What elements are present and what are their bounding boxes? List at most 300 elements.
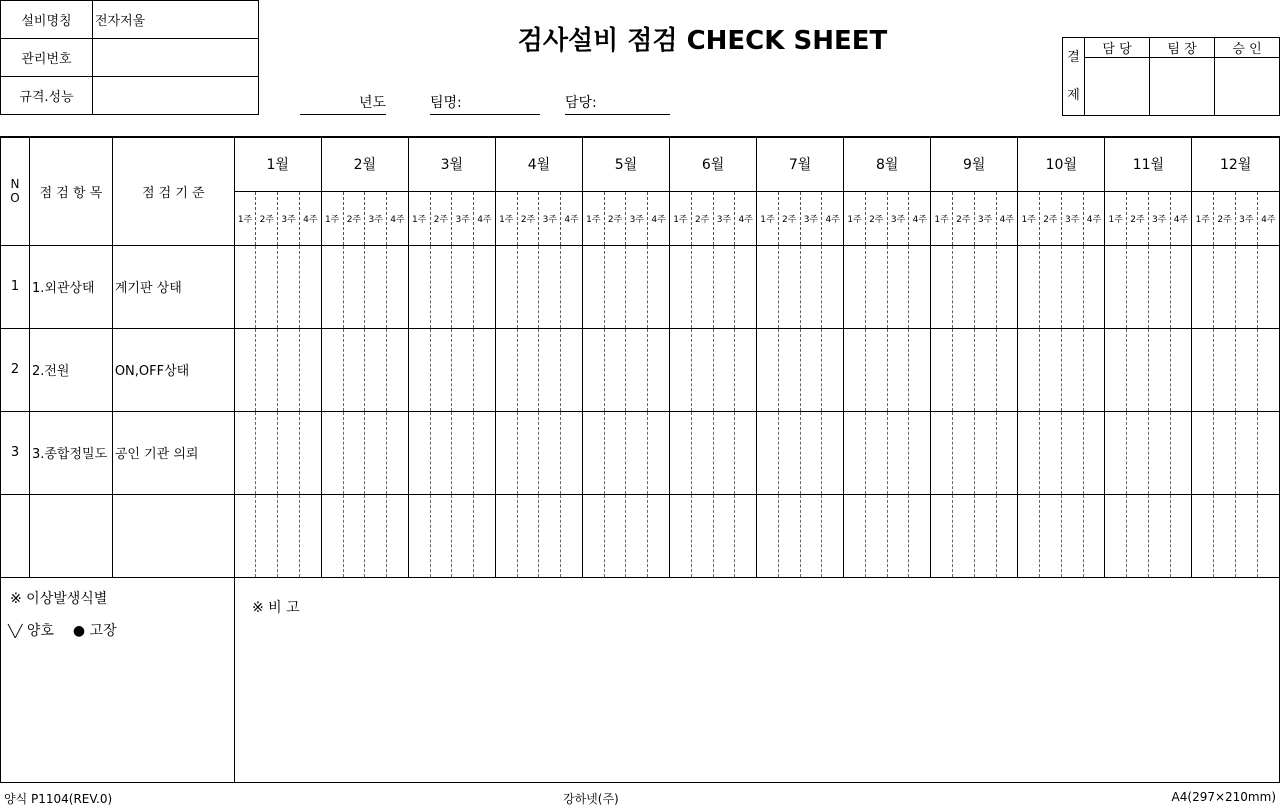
check-cell[interactable] bbox=[1083, 411, 1105, 494]
legend-remarks-row bbox=[1, 577, 1280, 782]
check-cell[interactable] bbox=[822, 328, 844, 411]
check-cell[interactable] bbox=[626, 245, 648, 328]
check-cell[interactable] bbox=[952, 411, 974, 494]
check-cell[interactable] bbox=[931, 411, 953, 494]
check-cell[interactable] bbox=[735, 328, 757, 411]
week-header: 3주 bbox=[1148, 191, 1170, 245]
check-cell[interactable] bbox=[735, 494, 757, 577]
year-field[interactable] bbox=[300, 92, 386, 115]
week-header: 3주 bbox=[974, 191, 996, 245]
week-header: 4주 bbox=[735, 191, 757, 245]
check-cell[interactable] bbox=[495, 245, 517, 328]
check-cell[interactable] bbox=[931, 328, 953, 411]
equipment-name-value[interactable]: 전자저울 bbox=[93, 1, 259, 39]
check-cell[interactable] bbox=[408, 328, 430, 411]
check-cell[interactable] bbox=[974, 328, 996, 411]
check-cell[interactable] bbox=[1235, 328, 1257, 411]
approval-side-top: 결 bbox=[1067, 49, 1080, 65]
check-cell[interactable] bbox=[822, 411, 844, 494]
row-item bbox=[29, 494, 112, 577]
check-cell[interactable] bbox=[800, 328, 822, 411]
check-cell[interactable] bbox=[757, 494, 779, 577]
management-no-label: 관리번호 bbox=[1, 39, 93, 77]
check-cell[interactable] bbox=[1105, 245, 1127, 328]
check-cell[interactable] bbox=[278, 328, 300, 411]
check-cell[interactable] bbox=[408, 411, 430, 494]
check-cell[interactable] bbox=[1061, 245, 1083, 328]
header-item: 점 검 항 목 bbox=[29, 137, 112, 245]
week-header: 4주 bbox=[909, 191, 931, 245]
approval-side bbox=[1063, 38, 1085, 116]
check-cell[interactable] bbox=[387, 411, 409, 494]
check-cell[interactable] bbox=[234, 494, 256, 577]
check-cell[interactable] bbox=[256, 494, 278, 577]
check-cell[interactable] bbox=[365, 411, 387, 494]
week-header: 1주 bbox=[234, 191, 256, 245]
check-cell[interactable] bbox=[1235, 411, 1257, 494]
week-header: 4주 bbox=[300, 191, 322, 245]
row-item: 1.외관상태 bbox=[29, 245, 112, 328]
check-cell[interactable] bbox=[909, 494, 931, 577]
year-label: 년도 bbox=[358, 95, 386, 111]
check-cell[interactable] bbox=[691, 328, 713, 411]
table-row bbox=[1, 494, 1280, 577]
check-cell[interactable] bbox=[582, 411, 604, 494]
check-cell[interactable] bbox=[365, 494, 387, 577]
check-cell[interactable] bbox=[234, 245, 256, 328]
check-cell[interactable] bbox=[909, 245, 931, 328]
row-criteria: ON,OFF상태 bbox=[112, 328, 234, 411]
check-cell[interactable] bbox=[1257, 411, 1279, 494]
week-header: 1주 bbox=[757, 191, 779, 245]
check-cell[interactable] bbox=[1127, 494, 1149, 577]
week-header: 2주 bbox=[778, 191, 800, 245]
week-header: 2주 bbox=[256, 191, 278, 245]
check-cell[interactable] bbox=[452, 411, 474, 494]
check-cell[interactable] bbox=[822, 245, 844, 328]
check-cell[interactable] bbox=[909, 328, 931, 411]
check-cell[interactable] bbox=[844, 328, 866, 411]
check-cell[interactable] bbox=[800, 411, 822, 494]
week-header: 2주 bbox=[517, 191, 539, 245]
check-cell[interactable] bbox=[735, 411, 757, 494]
check-cell[interactable] bbox=[887, 245, 909, 328]
check-cell[interactable] bbox=[996, 328, 1018, 411]
week-header: 4주 bbox=[1257, 191, 1279, 245]
check-cell[interactable] bbox=[430, 494, 452, 577]
row-item: 3.종합정밀도 bbox=[29, 411, 112, 494]
check-cell[interactable] bbox=[1192, 494, 1214, 577]
check-cell[interactable] bbox=[430, 328, 452, 411]
week-header: 3주 bbox=[887, 191, 909, 245]
week-header: 3주 bbox=[1235, 191, 1257, 245]
check-cell[interactable] bbox=[1148, 411, 1170, 494]
check-cell[interactable] bbox=[778, 245, 800, 328]
check-cell[interactable] bbox=[757, 411, 779, 494]
check-cell[interactable] bbox=[430, 245, 452, 328]
check-cell[interactable] bbox=[1018, 328, 1040, 411]
check-cell[interactable] bbox=[1257, 494, 1279, 577]
check-cell[interactable] bbox=[648, 328, 670, 411]
check-cell[interactable] bbox=[1061, 328, 1083, 411]
week-header: 3주 bbox=[539, 191, 561, 245]
week-header: 1주 bbox=[844, 191, 866, 245]
check-cell[interactable] bbox=[1214, 328, 1236, 411]
week-header: 4주 bbox=[648, 191, 670, 245]
check-cell[interactable] bbox=[691, 245, 713, 328]
check-cell[interactable] bbox=[1170, 245, 1192, 328]
check-cell[interactable] bbox=[648, 411, 670, 494]
check-cell[interactable] bbox=[539, 328, 561, 411]
check-cell[interactable] bbox=[974, 245, 996, 328]
row-criteria bbox=[112, 494, 234, 577]
check-cell[interactable] bbox=[321, 328, 343, 411]
check-cell[interactable] bbox=[865, 328, 887, 411]
check-cell[interactable] bbox=[495, 411, 517, 494]
check-cell[interactable] bbox=[408, 245, 430, 328]
week-header: 1주 bbox=[582, 191, 604, 245]
check-cell[interactable] bbox=[604, 494, 626, 577]
week-header: 1주 bbox=[495, 191, 517, 245]
check-cell[interactable] bbox=[952, 494, 974, 577]
check-cell[interactable] bbox=[278, 494, 300, 577]
check-cell[interactable] bbox=[713, 245, 735, 328]
check-cell[interactable] bbox=[713, 494, 735, 577]
check-cell[interactable] bbox=[539, 411, 561, 494]
check-cell[interactable] bbox=[1170, 411, 1192, 494]
header-no: N O bbox=[1, 137, 30, 245]
check-cell[interactable] bbox=[343, 411, 365, 494]
row-no: 3 bbox=[1, 411, 30, 494]
check-cell[interactable] bbox=[452, 328, 474, 411]
check-cell[interactable] bbox=[604, 245, 626, 328]
check-grid bbox=[0, 136, 1280, 783]
month-header: 4월 bbox=[495, 137, 582, 191]
month-header: 7월 bbox=[757, 137, 844, 191]
check-cell[interactable] bbox=[1018, 494, 1040, 577]
check-cell[interactable] bbox=[561, 494, 583, 577]
check-cell[interactable] bbox=[691, 494, 713, 577]
month-header: 9월 bbox=[931, 137, 1018, 191]
check-cell[interactable] bbox=[278, 411, 300, 494]
week-header: 3주 bbox=[278, 191, 300, 245]
check-cell[interactable] bbox=[778, 411, 800, 494]
check-cell[interactable] bbox=[561, 245, 583, 328]
check-cell[interactable] bbox=[1257, 328, 1279, 411]
check-cell[interactable] bbox=[670, 245, 692, 328]
check-cell[interactable] bbox=[1235, 494, 1257, 577]
week-header: 3주 bbox=[1061, 191, 1083, 245]
check-cell[interactable] bbox=[844, 245, 866, 328]
check-cell[interactable] bbox=[1105, 494, 1127, 577]
spec-label: 규격.성능 bbox=[1, 77, 93, 115]
check-cell[interactable] bbox=[1214, 245, 1236, 328]
month-header: 8월 bbox=[844, 137, 931, 191]
check-cell[interactable] bbox=[909, 411, 931, 494]
check-cell[interactable] bbox=[931, 494, 953, 577]
check-cell[interactable] bbox=[1040, 411, 1062, 494]
check-cell[interactable] bbox=[300, 328, 322, 411]
check-cell[interactable] bbox=[1214, 411, 1236, 494]
approval-side-bottom: 제 bbox=[1067, 87, 1080, 103]
week-header: 2주 bbox=[952, 191, 974, 245]
remarks-box[interactable] bbox=[234, 577, 1279, 782]
check-cell[interactable] bbox=[887, 328, 909, 411]
person-label: 담당: bbox=[565, 95, 597, 111]
check-cell[interactable] bbox=[408, 494, 430, 577]
check-cell[interactable] bbox=[757, 328, 779, 411]
legend bbox=[8, 620, 117, 640]
spec-value[interactable] bbox=[93, 77, 259, 115]
check-cell[interactable] bbox=[1192, 411, 1214, 494]
check-cell[interactable] bbox=[1018, 245, 1040, 328]
check-cell[interactable] bbox=[844, 494, 866, 577]
check-cell[interactable] bbox=[1148, 494, 1170, 577]
team-label: 팀명: bbox=[430, 95, 462, 111]
check-cell[interactable] bbox=[800, 245, 822, 328]
check-cell[interactable] bbox=[300, 245, 322, 328]
table-row bbox=[1, 328, 1280, 411]
row-no bbox=[1, 494, 30, 577]
week-header: 2주 bbox=[604, 191, 626, 245]
week-header: 4주 bbox=[822, 191, 844, 245]
check-cell[interactable] bbox=[822, 494, 844, 577]
week-header: 2주 bbox=[343, 191, 365, 245]
check-cell[interactable] bbox=[1040, 245, 1062, 328]
check-cell[interactable] bbox=[387, 328, 409, 411]
week-header: 2주 bbox=[430, 191, 452, 245]
week-header: 3주 bbox=[800, 191, 822, 245]
check-cell[interactable] bbox=[952, 245, 974, 328]
approval-col-staff: 담 당 bbox=[1085, 38, 1150, 58]
team-field[interactable] bbox=[430, 92, 540, 115]
check-cell[interactable] bbox=[582, 328, 604, 411]
week-header: 1주 bbox=[1192, 191, 1214, 245]
remarks-label: ※ 비 고 bbox=[252, 600, 300, 616]
check-cell[interactable] bbox=[996, 245, 1018, 328]
check-cell[interactable] bbox=[778, 328, 800, 411]
check-cell[interactable] bbox=[626, 411, 648, 494]
check-cell[interactable] bbox=[1192, 245, 1214, 328]
check-cell[interactable] bbox=[321, 494, 343, 577]
check-cell[interactable] bbox=[626, 494, 648, 577]
check-cell[interactable] bbox=[931, 245, 953, 328]
week-header: 1주 bbox=[321, 191, 343, 245]
check-cell[interactable] bbox=[300, 411, 322, 494]
check-cell[interactable] bbox=[648, 494, 670, 577]
check-cell[interactable] bbox=[517, 411, 539, 494]
footer-form: 양식 P1104(REV.0) bbox=[4, 792, 113, 806]
check-cell[interactable] bbox=[1127, 411, 1149, 494]
check-cell[interactable] bbox=[343, 245, 365, 328]
check-cell[interactable] bbox=[1170, 328, 1192, 411]
month-header: 5월 bbox=[582, 137, 669, 191]
check-cell[interactable] bbox=[495, 328, 517, 411]
check-cell[interactable] bbox=[713, 328, 735, 411]
check-cell[interactable] bbox=[1061, 411, 1083, 494]
check-cell[interactable] bbox=[1148, 245, 1170, 328]
approval-sign-staff[interactable] bbox=[1085, 58, 1150, 116]
check-cell[interactable] bbox=[321, 411, 343, 494]
month-header: 12월 bbox=[1192, 137, 1280, 191]
check-cell[interactable] bbox=[387, 494, 409, 577]
week-header: 1주 bbox=[670, 191, 692, 245]
check-cell[interactable] bbox=[1235, 245, 1257, 328]
week-header: 2주 bbox=[1040, 191, 1062, 245]
check-cell[interactable] bbox=[474, 245, 496, 328]
month-header: 1월 bbox=[234, 137, 321, 191]
check-cell[interactable] bbox=[1083, 328, 1105, 411]
check-cell[interactable] bbox=[604, 411, 626, 494]
check-cell[interactable] bbox=[343, 494, 365, 577]
check-cell[interactable] bbox=[626, 328, 648, 411]
table-row bbox=[1, 411, 1280, 494]
month-header: 2월 bbox=[321, 137, 408, 191]
check-cell[interactable] bbox=[430, 411, 452, 494]
check-cell[interactable] bbox=[1083, 245, 1105, 328]
check-cell[interactable] bbox=[517, 494, 539, 577]
check-cell[interactable] bbox=[474, 494, 496, 577]
check-cell[interactable] bbox=[256, 411, 278, 494]
check-cell[interactable] bbox=[1214, 494, 1236, 577]
fault-label: 고장 bbox=[89, 623, 117, 639]
check-cell[interactable] bbox=[1192, 328, 1214, 411]
footer-size: A4(297×210mm) bbox=[1171, 790, 1276, 804]
check-cell[interactable] bbox=[865, 245, 887, 328]
check-cell[interactable] bbox=[1040, 328, 1062, 411]
check-cell[interactable] bbox=[1127, 245, 1149, 328]
check-cell[interactable] bbox=[321, 245, 343, 328]
check-cell[interactable] bbox=[1083, 494, 1105, 577]
check-cell[interactable] bbox=[1257, 245, 1279, 328]
check-cell[interactable] bbox=[539, 245, 561, 328]
week-header: 4주 bbox=[1170, 191, 1192, 245]
management-no-value[interactable] bbox=[93, 39, 259, 77]
check-cell[interactable] bbox=[735, 245, 757, 328]
person-field[interactable] bbox=[565, 92, 670, 115]
check-cell[interactable] bbox=[887, 494, 909, 577]
week-header: 1주 bbox=[408, 191, 430, 245]
row-criteria: 계기판 상태 bbox=[112, 245, 234, 328]
check-cell[interactable] bbox=[278, 245, 300, 328]
week-header: 3주 bbox=[452, 191, 474, 245]
fault-symbol-icon: ● bbox=[72, 623, 86, 639]
check-cell[interactable] bbox=[474, 328, 496, 411]
check-cell[interactable] bbox=[474, 411, 496, 494]
check-cell[interactable] bbox=[365, 328, 387, 411]
check-cell[interactable] bbox=[604, 328, 626, 411]
approval-sign-team-lead[interactable] bbox=[1150, 58, 1215, 116]
check-cell[interactable] bbox=[256, 245, 278, 328]
check-cell[interactable] bbox=[865, 494, 887, 577]
check-cell[interactable] bbox=[517, 328, 539, 411]
check-cell[interactable] bbox=[974, 494, 996, 577]
check-cell[interactable] bbox=[561, 328, 583, 411]
check-cell[interactable] bbox=[582, 245, 604, 328]
check-cell[interactable] bbox=[1170, 494, 1192, 577]
check-cell[interactable] bbox=[691, 411, 713, 494]
check-cell[interactable] bbox=[865, 411, 887, 494]
check-cell[interactable] bbox=[648, 245, 670, 328]
check-cell[interactable] bbox=[670, 494, 692, 577]
check-cell[interactable] bbox=[996, 494, 1018, 577]
check-cell[interactable] bbox=[561, 411, 583, 494]
week-header: 3주 bbox=[626, 191, 648, 245]
check-cell[interactable] bbox=[234, 328, 256, 411]
check-cell[interactable] bbox=[670, 328, 692, 411]
approval-sign-approve[interactable] bbox=[1215, 58, 1280, 116]
month-header: 3월 bbox=[408, 137, 495, 191]
week-header: 2주 bbox=[865, 191, 887, 245]
check-cell[interactable] bbox=[495, 494, 517, 577]
check-cell[interactable] bbox=[1040, 494, 1062, 577]
legend-title: ※ 이상발생식별 bbox=[10, 591, 108, 607]
row-item: 2.전원 bbox=[29, 328, 112, 411]
check-cell[interactable] bbox=[582, 494, 604, 577]
check-cell[interactable] bbox=[365, 245, 387, 328]
table-row bbox=[1, 245, 1280, 328]
week-header: 1주 bbox=[931, 191, 953, 245]
check-cell[interactable] bbox=[452, 494, 474, 577]
week-header: 3주 bbox=[365, 191, 387, 245]
check-cell[interactable] bbox=[757, 245, 779, 328]
check-cell[interactable] bbox=[300, 494, 322, 577]
week-header: 4주 bbox=[387, 191, 409, 245]
week-header: 4주 bbox=[996, 191, 1018, 245]
approval-box bbox=[1062, 37, 1280, 116]
check-cell[interactable] bbox=[996, 411, 1018, 494]
check-cell[interactable] bbox=[713, 411, 735, 494]
check-cell[interactable] bbox=[887, 411, 909, 494]
week-header: 2주 bbox=[691, 191, 713, 245]
check-cell[interactable] bbox=[952, 328, 974, 411]
row-criteria: 공인 기관 의뢰 bbox=[112, 411, 234, 494]
check-cell[interactable] bbox=[1148, 328, 1170, 411]
footer-company: 강하넷(주) bbox=[563, 792, 619, 806]
check-cell[interactable] bbox=[1105, 411, 1127, 494]
check-cell[interactable] bbox=[1018, 411, 1040, 494]
week-header: 1주 bbox=[1105, 191, 1127, 245]
check-cell[interactable] bbox=[844, 411, 866, 494]
good-symbol-icon: ╲╱ bbox=[8, 624, 23, 638]
check-cell[interactable] bbox=[234, 411, 256, 494]
check-cell[interactable] bbox=[1061, 494, 1083, 577]
header-criteria: 점 검 기 준 bbox=[112, 137, 234, 245]
check-cell[interactable] bbox=[1105, 328, 1127, 411]
week-header: 4주 bbox=[474, 191, 496, 245]
check-cell[interactable] bbox=[452, 245, 474, 328]
check-cell[interactable] bbox=[974, 411, 996, 494]
week-header: 2주 bbox=[1127, 191, 1149, 245]
week-header: 4주 bbox=[1083, 191, 1105, 245]
check-cell[interactable] bbox=[1127, 328, 1149, 411]
approval-col-team-lead: 팀 장 bbox=[1150, 38, 1215, 58]
check-cell[interactable] bbox=[539, 494, 561, 577]
check-cell[interactable] bbox=[343, 328, 365, 411]
check-cell[interactable] bbox=[256, 328, 278, 411]
equipment-name-label: 설비명칭 bbox=[1, 1, 93, 39]
row-no: 1 bbox=[1, 245, 30, 328]
month-header: 6월 bbox=[670, 137, 757, 191]
check-cell[interactable] bbox=[800, 494, 822, 577]
week-header: 2주 bbox=[1214, 191, 1236, 245]
check-cell[interactable] bbox=[670, 411, 692, 494]
check-cell[interactable] bbox=[778, 494, 800, 577]
month-header: 11월 bbox=[1105, 137, 1192, 191]
check-cell[interactable] bbox=[517, 245, 539, 328]
equipment-info-table bbox=[0, 0, 259, 115]
check-cell[interactable] bbox=[387, 245, 409, 328]
